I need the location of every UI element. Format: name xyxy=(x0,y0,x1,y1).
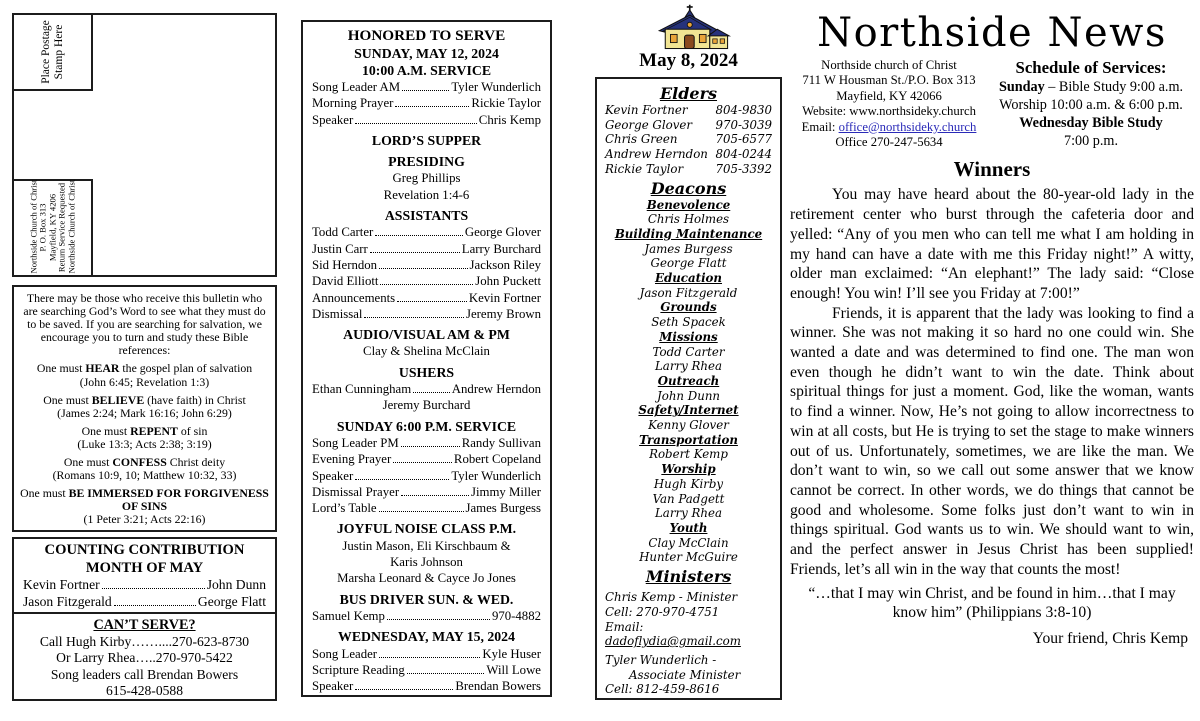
deacon-line xyxy=(605,536,772,551)
serve-assignment-row: Justin Carr Larry Burchard xyxy=(312,241,541,256)
elder-phone: 705-6577 xyxy=(715,132,772,147)
serve-assignment-row: Song Leader Kyle Huser xyxy=(312,646,541,661)
deacon-name: Jason Fitzgerald xyxy=(639,285,738,300)
deacon-line xyxy=(605,359,772,374)
serve-line xyxy=(312,112,541,128)
dot-leader xyxy=(355,689,453,690)
deacon-line xyxy=(605,374,772,389)
cant-serve-line: Call Hugh Kirby……....270-623-8730 xyxy=(39,633,250,649)
salvation-step xyxy=(20,394,269,420)
serve-assignment-row xyxy=(312,694,541,697)
schedule-line: Sunday – Bible Study 9:00 a.m. xyxy=(998,79,1184,95)
deacon-name: Larry Rhea xyxy=(654,359,723,374)
ministers-list xyxy=(605,590,772,700)
dot-leader xyxy=(401,495,469,496)
return-address-line: P. O. Box 313 xyxy=(37,204,48,252)
serve-line xyxy=(312,273,541,289)
deacon-area-heading: Safety/Internet xyxy=(638,403,739,418)
serve-line xyxy=(312,95,541,111)
serve-line xyxy=(312,451,541,467)
schedule-title: Schedule of Services: xyxy=(1015,58,1167,77)
salvation-step xyxy=(20,362,269,388)
deacons-list xyxy=(605,198,772,566)
counting-row: Kevin Fortner John Dunn xyxy=(23,577,266,592)
schedule-line: Worship 10:00 a.m. & 6:00 p.m. xyxy=(999,97,1183,113)
service-time-heading: 10:00 A.M. SERVICE xyxy=(361,63,492,78)
dot-leader xyxy=(397,301,467,302)
ministers-heading: Ministers xyxy=(645,567,732,587)
elder-name: Rickie Taylor xyxy=(605,161,684,176)
return-address-line: Northside Church of Christ xyxy=(65,180,76,274)
elder-name: George Glover xyxy=(605,117,693,132)
deacon-line xyxy=(605,286,772,301)
contact-line: Northside church of Christ xyxy=(821,58,957,72)
dot-leader xyxy=(364,317,464,318)
elder-row xyxy=(605,103,772,118)
article-title: Winners xyxy=(953,157,1031,182)
return-address-line: Northside Church of Christ xyxy=(27,180,38,274)
serve-section-heading: JOYFUL NOISE CLASS P.M. xyxy=(336,521,517,537)
deacon-line xyxy=(605,389,772,404)
counting-title-line1: COUNTING CONTRIBUTION xyxy=(44,542,245,558)
salvation-step-text: One must BE IMMERSED FOR FORGIVENESS OF SINS xyxy=(20,486,269,514)
return-address-box xyxy=(12,179,93,277)
salvation-step xyxy=(20,532,269,533)
salvation-step-reference: (John 6:45; Revelation 1:3) xyxy=(79,374,210,389)
deacon-line xyxy=(605,315,772,330)
serve-line xyxy=(312,381,541,397)
serve-line xyxy=(312,241,541,257)
dot-leader xyxy=(379,268,468,269)
deacon-name: Todd Carter xyxy=(652,344,725,359)
dot-leader xyxy=(102,588,205,589)
deacon-name: Hugh Kirby xyxy=(653,476,724,491)
serve-line xyxy=(312,468,541,484)
scripture-quote: “…that I may win Christ, and be found in him…that I may know him” (Philippians 3:8-10) xyxy=(808,584,1176,622)
deacon-name: Kenny Glover xyxy=(648,418,729,433)
deacon-line xyxy=(605,521,772,536)
counting-rows xyxy=(23,577,266,610)
salvation-step xyxy=(20,487,269,526)
schedule-lines xyxy=(988,78,1194,150)
salvation-step-reference: (James 2:24; Mark 16:16; John 6:29) xyxy=(57,405,232,420)
serve-line xyxy=(312,154,541,170)
serve-assignment-row: Scripture Reading Will Lowe xyxy=(312,662,541,677)
directory-column xyxy=(595,4,782,700)
serve-line xyxy=(312,224,541,240)
serve-assignment-row: Dismissal Jeremy Brown xyxy=(312,306,541,321)
counting-row: Jason Fitzgerald George Flatt xyxy=(23,593,266,609)
masthead-title: Northside News xyxy=(817,10,1167,56)
deacon-line xyxy=(605,433,772,448)
serve-centered-name: Karis Johnson xyxy=(390,555,463,570)
serve-assignment-row: Ethan Cunningham Andrew Herndon xyxy=(312,382,541,397)
counting-contribution-box xyxy=(12,537,277,614)
directory-box xyxy=(595,77,782,700)
news-section xyxy=(790,10,1194,649)
dot-leader xyxy=(355,123,477,124)
serve-line xyxy=(312,170,541,186)
serve-line xyxy=(312,133,541,149)
stamp-line: Place Postage xyxy=(39,20,52,84)
serve-line xyxy=(312,646,541,662)
deacon-line xyxy=(605,345,772,360)
minister-cell: Cell: 812-459-8616 xyxy=(605,682,720,697)
serve-centered-name: Clay & Shelina McClain xyxy=(363,344,490,359)
deacon-name: Clay McClain xyxy=(648,535,729,550)
contact-lines xyxy=(790,58,988,120)
salvation-step-text: One must BELIEVE (have faith) in Christ xyxy=(43,392,246,407)
serve-section-heading: AUDIO/VISUAL AM & PM xyxy=(343,327,510,343)
serve-section-heading: USHERS xyxy=(398,364,455,380)
article-signature: Your friend, Chris Kemp xyxy=(1032,629,1188,647)
contact-block xyxy=(790,58,988,150)
honored-to-serve-box xyxy=(301,20,552,697)
cant-serve-title: CAN’T SERVE? xyxy=(93,617,196,633)
issue-date: May 8, 2024 xyxy=(639,50,738,71)
dot-leader xyxy=(370,252,460,253)
serve-line xyxy=(312,521,541,537)
return-address xyxy=(29,182,76,274)
serve-section-heading: ASSISTANTS xyxy=(384,208,469,224)
serve-assignment-row: Dismissal Prayer Jimmy Miller xyxy=(312,484,541,499)
salvation-step-reference: (1 Peter 3:21; Acts 22:16) xyxy=(83,512,206,527)
deacon-line xyxy=(605,403,772,418)
elders-heading: Elders xyxy=(659,84,718,103)
elder-phone: 804-9830 xyxy=(715,103,772,117)
cant-serve-line: 615-428-0588 xyxy=(105,683,184,699)
article-paragraph-2: Friends, it is apparent that the lady was looking to find a winner. She was not making it so hard no one could win. She wanted a date and was determined to find one. The man won even though he didn’t want to win the date. Think about spiritual things for just a moment. God, like the woman, wants to find a winner. Now, He’s not going to allow incorrectness to win at all costs, but He is trying to set the stage to make winners out of us. Unfortunately, sometimes, we are like the man. We don’t want to win, so we call out some answer that we know cannot be correct. In other words, we do things that cannot be good and wholesome. Some folks just don’t want to win in things spiritual. God wants us to win. We should want to win, and the perfect answer in Jesus Christ has been supplied! Friends, let’s all win in the way that counts the most! xyxy=(790,304,1194,578)
deacon-line xyxy=(605,506,772,521)
deacon-line xyxy=(605,418,772,433)
postage-stamp-text xyxy=(40,16,66,88)
mailing-panel xyxy=(12,13,277,277)
serve-assignment-row: Evening Prayer Robert Copeland xyxy=(312,452,541,467)
return-address-line: Return Service Requested xyxy=(56,183,67,273)
salvation-step xyxy=(20,456,269,482)
serve-line xyxy=(312,678,541,694)
deacon-name: George Flatt xyxy=(650,256,727,271)
return-address-line: Mayfield, KY 4206 xyxy=(46,194,57,262)
serve-assignment-row: Song Leader AM Tyler Wunderlich xyxy=(312,80,541,94)
deacon-line xyxy=(605,550,772,565)
elder-row xyxy=(605,147,772,162)
dot-leader xyxy=(379,657,480,658)
deacon-name: Van Padgett xyxy=(652,491,725,506)
dot-leader xyxy=(387,619,490,620)
dot-leader xyxy=(407,673,485,674)
elder-name: Kevin Fortner xyxy=(605,103,688,117)
salvation-step-text: One must REPENT of sin xyxy=(81,423,208,438)
minister-email-line xyxy=(605,620,772,649)
dot-leader xyxy=(401,446,460,447)
elder-row xyxy=(605,118,772,133)
minister-entry xyxy=(605,590,772,649)
minister-email-link[interactable]: dadoflydia@gmail.com xyxy=(605,634,741,649)
deacon-name: Chris Holmes xyxy=(647,212,730,227)
elder-name: Andrew Herndon xyxy=(605,147,708,162)
deacon-area-heading: Outreach xyxy=(657,373,720,388)
serve-assignment-row: Speaker Tyler Wunderlich xyxy=(312,468,541,483)
serve-line xyxy=(312,500,541,516)
serve-line xyxy=(312,694,541,697)
serve-section-heading: LORD’S SUPPER xyxy=(371,132,482,148)
serve-line xyxy=(312,592,541,608)
church-icon xyxy=(646,4,732,50)
deacon-line xyxy=(605,300,772,315)
article xyxy=(790,157,1194,648)
serve-line xyxy=(312,397,541,413)
dot-leader xyxy=(402,90,449,91)
deacon-area-heading: Worship xyxy=(661,462,716,477)
deacons-heading: Deacons xyxy=(650,178,727,198)
deacon-area-heading: Benevolence xyxy=(646,197,731,212)
deacon-area-heading: Youth xyxy=(669,520,708,535)
serve-section-heading: BUS DRIVER SUN. & WED. xyxy=(339,591,514,607)
salvation-step-text: One must HEAR the gospel plan of salvation xyxy=(36,361,253,376)
salvation-steps xyxy=(20,362,269,532)
deacon-name: Seth Spacek xyxy=(651,315,726,330)
deacon-name: Larry Rhea xyxy=(654,506,723,521)
serve-centered-name: Justin Mason, Eli Kirschbaum & xyxy=(342,538,511,553)
serve-lines xyxy=(312,79,541,697)
serve-assignment-row: Song Leader PM Randy Sullivan xyxy=(312,435,541,450)
email-label: Email: xyxy=(605,619,644,634)
serve-assignment-row: David Elliott John Puckett xyxy=(312,274,541,289)
deacon-line xyxy=(605,330,772,345)
honored-to-serve-title: HONORED TO SERVE xyxy=(347,27,506,44)
serve-assignment-row: Morning Prayer Rickie Taylor xyxy=(312,96,541,111)
salvation-step-text: One must CONFESS Christ deity xyxy=(63,455,226,470)
deacon-name: Robert Kemp xyxy=(649,447,728,462)
article-paragraph-1: You may have heard about the 80-year-old lady in the retirement center who burst through the cafeteria door and yelled: “Any of you men who can tell me what I am holding in my hand can have a date with me this Friday night!” A witty, older man exclaimed: “An elephant!” The lady said: “Close enough! You win! I’ll see you Friday at 7:00!” xyxy=(790,186,1194,302)
elder-phone: 705-3392 xyxy=(715,161,772,176)
deacon-name: Hunter McGuire xyxy=(639,550,738,565)
dot-leader xyxy=(375,235,463,236)
serve-centered-name: Revelation 1:4-6 xyxy=(383,187,470,202)
deacon-line xyxy=(605,271,772,286)
elder-phone: 804-0244 xyxy=(715,147,772,162)
dot-leader xyxy=(413,392,450,393)
contact-email-line xyxy=(790,120,988,135)
salvation-intro: There may be those who receive this bulletin who are searching God’s Word to see what they must do to be saved. If you are searching for salvation, we encourage you to turn and study these Bible references: xyxy=(23,291,266,358)
serve-line xyxy=(312,290,541,306)
salvation-step-reference: (Romans 10:9, 10; Matthew 10:32, 33) xyxy=(52,468,237,483)
salvation-references-box xyxy=(12,285,277,532)
serve-centered-name: Greg Phillips xyxy=(392,171,461,186)
serve-line xyxy=(312,554,541,570)
serve-centered-name: Jeremy Burchard xyxy=(382,398,471,413)
email-label xyxy=(605,697,643,700)
deacon-area-heading: Transportation xyxy=(639,432,738,447)
deacon-line xyxy=(605,492,772,507)
deacon-area-heading: Missions xyxy=(659,329,718,344)
deacon-line xyxy=(605,212,772,227)
cant-serve-lines xyxy=(22,634,267,700)
schedule-line: Wednesday Bible Study xyxy=(1019,115,1163,131)
minister-email-line xyxy=(605,697,772,700)
cant-serve-line: Song leaders call Brendan Bowers xyxy=(50,666,239,682)
serve-assignment-row: Announcements Kevin Fortner xyxy=(312,290,541,305)
elder-row xyxy=(605,162,772,177)
serve-line xyxy=(312,608,541,624)
contact-line: Website: www.northsideky.church xyxy=(802,104,976,119)
contact-office-phone: Office 270-247-5634 xyxy=(835,135,943,150)
serve-line xyxy=(312,343,541,359)
contact-line: Mayfield, KY 42066 xyxy=(836,88,942,103)
serve-assignment-row: Speaker Brendan Bowers xyxy=(312,679,541,694)
deacon-line xyxy=(605,477,772,492)
stamp-line: Stamp Here xyxy=(52,24,65,80)
salvation-step xyxy=(20,425,269,451)
cant-serve-box xyxy=(12,612,277,701)
serve-line xyxy=(312,629,541,645)
deacon-area-heading: Building Maintenance xyxy=(614,226,763,241)
schedule-block xyxy=(988,58,1194,150)
serve-section-heading: WEDNESDAY, MAY 15, 2024 xyxy=(338,629,515,645)
deacon-line xyxy=(605,242,772,257)
elders-list xyxy=(605,103,772,177)
news-header-row xyxy=(790,58,1194,150)
dot-leader xyxy=(393,462,452,463)
serve-line xyxy=(312,662,541,678)
serve-line xyxy=(312,570,541,586)
elder-name: Chris Green xyxy=(605,132,678,147)
contact-line: 711 W Housman St./P.O. Box 313 xyxy=(802,73,976,88)
serve-assignment-row: Todd Carter George Glover xyxy=(312,225,541,240)
elder-row xyxy=(605,132,772,147)
serve-line xyxy=(312,187,541,203)
postage-stamp-box xyxy=(12,13,93,91)
dot-leader xyxy=(114,605,196,606)
minister-name: Tyler Wunderlich - xyxy=(605,652,717,667)
elder-phone: 970-3039 xyxy=(715,117,772,132)
email-label: Email: xyxy=(801,119,839,134)
deacon-line xyxy=(605,227,772,242)
serve-line xyxy=(312,327,541,343)
cant-serve-line: Or Larry Rhea…..270-970-5422 xyxy=(56,650,233,666)
serve-assignment-row: Speaker Chris Kemp xyxy=(312,112,541,127)
serve-line xyxy=(312,208,541,224)
deacon-area-heading: Grounds xyxy=(660,300,717,315)
serve-assignment-row: Lord’s Table James Burgess xyxy=(312,501,541,516)
deacon-name: James Burgess xyxy=(644,241,733,256)
serve-line xyxy=(312,538,541,554)
deacon-line xyxy=(605,462,772,477)
counting-title-line2: MONTH OF MAY xyxy=(85,559,204,576)
service-date-heading: SUNDAY, MAY 12, 2024 xyxy=(354,46,499,61)
serve-line xyxy=(312,419,541,435)
office-email-link[interactable]: office@northsideky.church xyxy=(838,119,977,134)
dot-leader xyxy=(379,511,464,512)
serve-section-heading: SUNDAY 6:00 P.M. SERVICE xyxy=(336,418,517,434)
schedule-line: 7:00 p.m. xyxy=(1064,133,1118,149)
serve-line xyxy=(312,365,541,381)
deacon-line xyxy=(605,447,772,462)
deacon-area-heading: Education xyxy=(654,271,723,286)
serve-line xyxy=(312,484,541,500)
serve-centered-name: Marsha Leonard & Cayce Jo Jones xyxy=(337,571,516,586)
minister-title: Associate Minister xyxy=(629,667,741,682)
minister-name: Chris Kemp - Minister xyxy=(605,590,738,605)
dot-leader xyxy=(380,284,473,285)
serve-section-heading: PRESIDING xyxy=(388,154,465,170)
salvation-step-text xyxy=(20,532,269,533)
deacon-name: John Dunn xyxy=(656,388,721,403)
deacon-line xyxy=(605,198,772,213)
dot-leader xyxy=(395,106,469,107)
serve-assignment-row: Samuel Kemp 970-4882 xyxy=(312,608,541,623)
serve-line xyxy=(312,79,541,95)
salvation-step-reference: (Luke 13:3; Acts 2:38; 3:19) xyxy=(77,436,212,451)
dot-leader xyxy=(355,479,449,480)
serve-line xyxy=(312,435,541,451)
deacon-line xyxy=(605,256,772,271)
serve-assignment-row: Sid Herndon Jackson Riley xyxy=(312,257,541,272)
minister-entry xyxy=(605,653,772,700)
serve-line xyxy=(312,306,541,322)
minister-cell: Cell: 270-970-4751 xyxy=(605,604,720,619)
serve-line xyxy=(312,257,541,273)
